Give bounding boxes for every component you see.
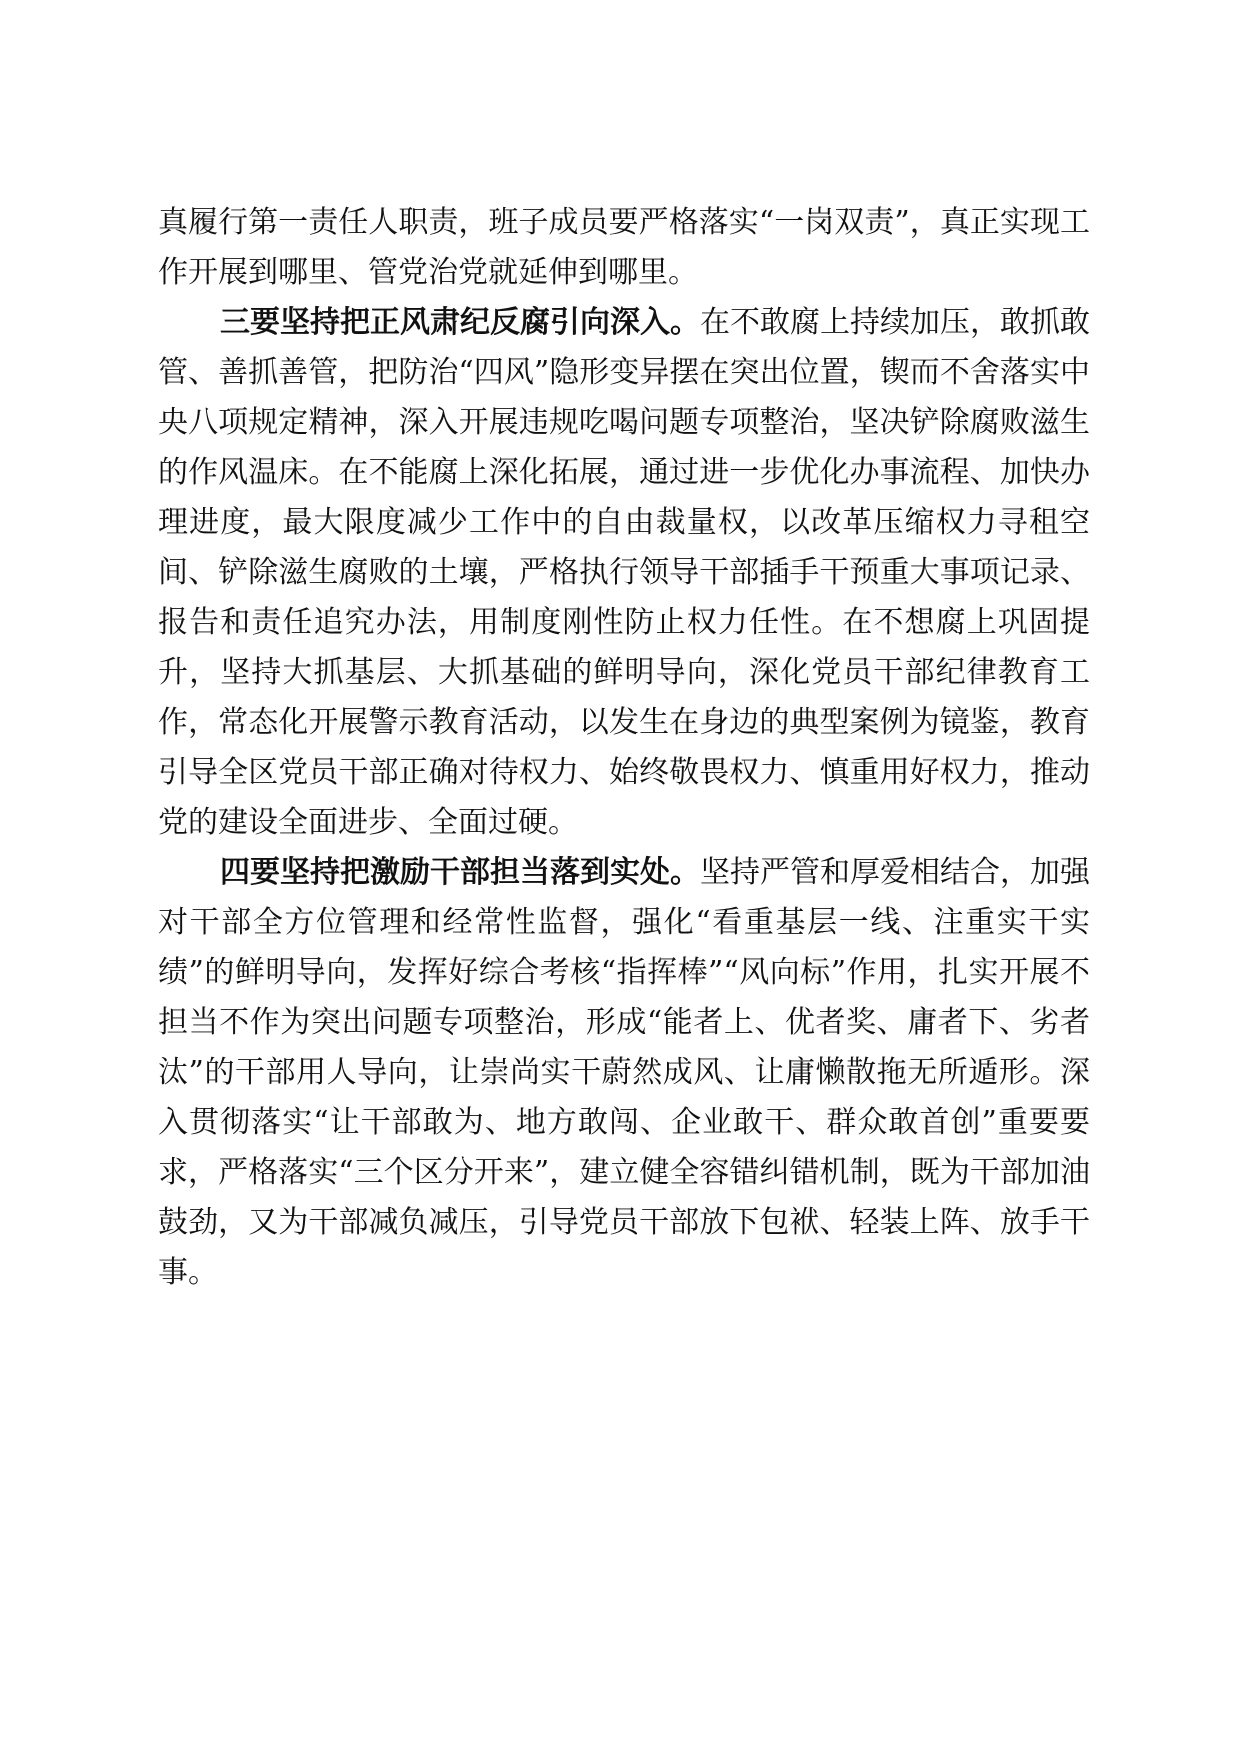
paragraph-text: 在不敢腐上持续加压，敢抓敢管、善抓善管，把防治“四风”隐形变异摆在突出位置，锲而不舍落实中央八项规定精神，深入开展违规吃喝问题专项整治，坚决铲除腐败滋生的作风温床。在不能腐上深化拓展，通过进一步优化办事流程、加快办理进度，最大限度减少工作中的自由裁量权，以改革压缩权力寻租空间、铲除滋生腐败的土壤，严格执行领导干部插手干预重大事项记录、报告和责任追究办法，用制度刚性防止权力任性。在不想腐上巩固提升，坚持大抓基层、大抓基础的鲜明导向，深化党员干部纪律教育工作，常态化开展警示教育活动，以发生在身边的典型案例为镜鉴，教育引导全区党员干部正确对待权力、始终敬畏权力、慎重用好权力，推动党的建设全面进步、全面过硬。	[158, 305, 1090, 840]
paragraph-continuation	[158, 198, 1090, 298]
paragraph-text: 坚持严管和厚爱相结合，加强对干部全方位管理和经常性监督，强化“看重基层一线、注重实干实绩”的鲜明导向，发挥好综合考核“指挥棒”“风向标”作用，扎实开展不担当不作为突出问题专项整治，形成“能者上、优者奖、庸者下、劣者汰”的干部用人导向，让崇尚实干蔚然成风、让庸懒散拖无所遁形。深入贯彻落实“让干部敢为、地方敢闯、企业敢干、群众敢首创”重要要求，严格落实“三个区分开来”，建立健全容错纠错机制，既为干部加油鼓劲，又为干部减负减压，引导党员干部放下包袱、轻装上阵、放手干事。	[158, 855, 1090, 1290]
paragraph-heading: 三要坚持把正风肃纪反腐引向深入。	[220, 305, 700, 340]
paragraph-item-four	[158, 848, 1090, 1298]
document-body	[158, 198, 1090, 1298]
paragraph-heading: 四要坚持把激励干部担当落到实处。	[220, 855, 700, 890]
paragraph-item-three	[158, 298, 1090, 848]
paragraph-text: 真履行第一责任人职责，班子成员要严格落实“一岗双责”，真正实现工作开展到哪里、管党治党就延伸到哪里。	[158, 205, 1090, 290]
